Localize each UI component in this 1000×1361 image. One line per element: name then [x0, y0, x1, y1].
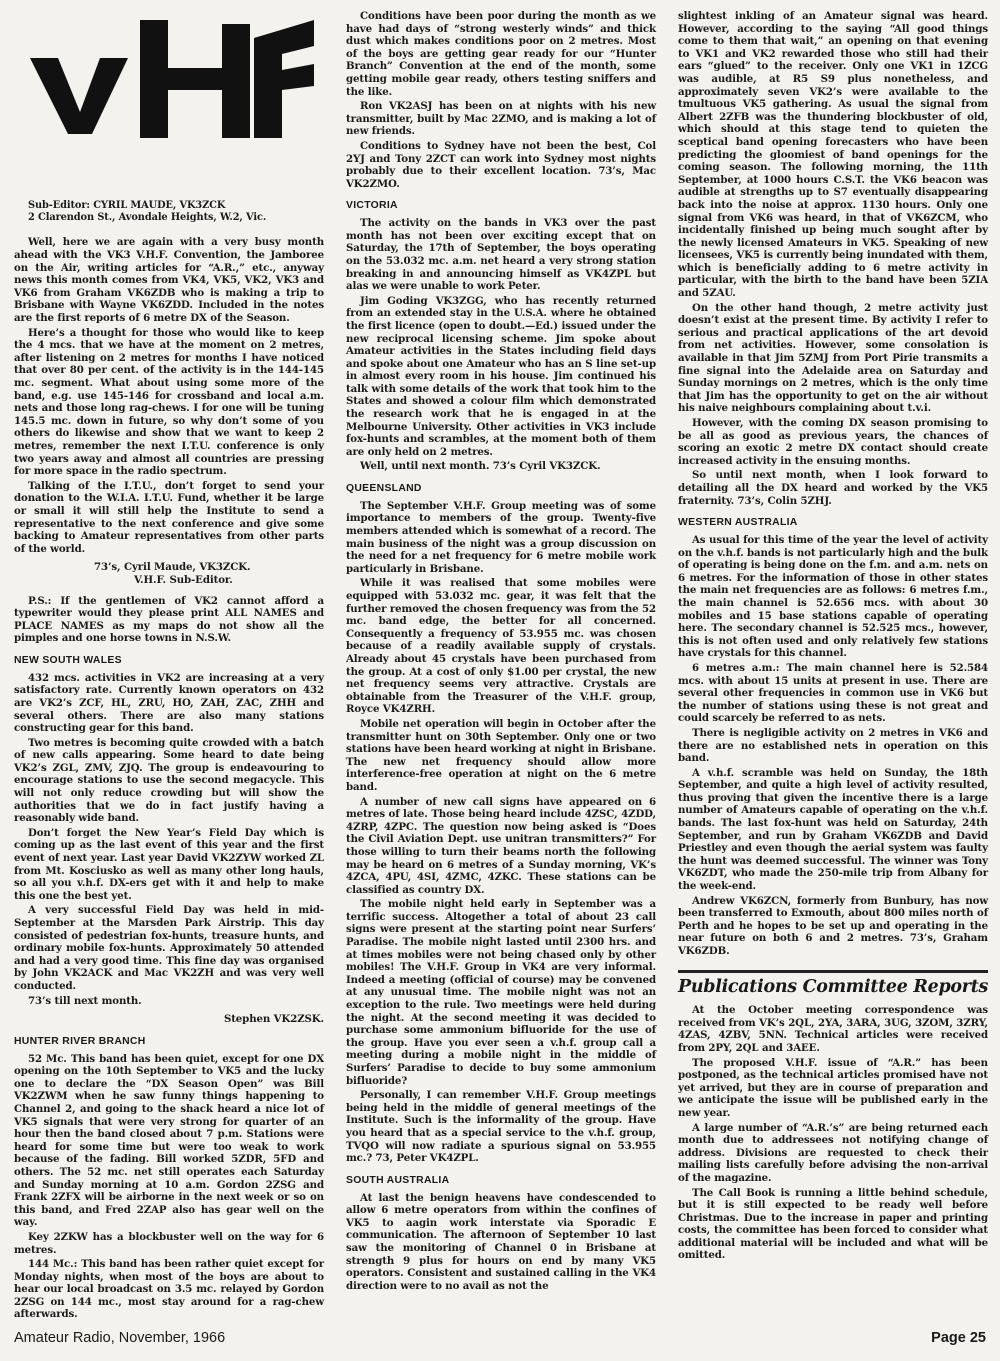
paragraph: Mobile net operation will begin in October after the transmitter hunt on 30th September. Only one or two stations have been heard working at night in Brisbane. The new net frequency should allow more interference-free operation at night on the 6 metre band. — [346, 717, 656, 793]
paragraph: Talking of the I.T.U., don’t forget to send your donation to the W.I.A. I.T.U. Fund, whether it be large or small it will still help the Institute to send a representative to the next conference and give some backing to Amateur representatives from other parts of the world. — [14, 479, 324, 555]
paragraph: Well, until next month. 73’s Cyril VK3ZCK. — [360, 460, 601, 473]
paragraph: Ron VK2ASJ has been on at nights with his new transmitter, built by Mac 2ZMO, and is making a lot of new friends. — [346, 100, 656, 138]
paragraph: A number of new call signs have appeared on 6 metres of late. Those being heard include 4ZSC, 4ZDD, 4ZRP, 4ZPC. The question now being asked is “Does the Civil Aviation Dept. use unitran transmitters?” For those willing to turn their beams north the following may be heard on 6 metres of a Sunday morning, VK’s 4ZCA, 4PU, 4SI, 4ZMC, 4ZKC. These stations can be classified as country DX. — [346, 795, 656, 896]
page-number: Page 25 — [931, 1330, 986, 1346]
paragraph: A v.h.f. scramble was held on Sunday, the 18th September, and quite a high level of activity resulted, thus proving that given the incentive there is a large number of Amateurs capable of operating on the v.h.f. bands. The last fox-hunt was held on Saturday, 24th September, and run by Graham VK6ZDB and David Priestley and even though the aerial system was faulty the hunt was deemed successful. The winner was Tony VK6ZDT, who made the 250-mile trip from Albany for the week-end. — [678, 766, 988, 893]
paragraph: Key 2ZKW has a blockbuster well on the way for 6 metres. — [14, 1230, 324, 1256]
paragraph: Two metres is becoming quite crowded with a batch of new calls appearing. Some heard to date being VK2’s ZGL, ZMV, ZJQ. The group is endeavouring to encourage stations to use the second megacycle. This will not only reduce crowding but will show the authorities that we do in fact justify having a reasonably wide band. — [14, 736, 324, 825]
section-heading-queensland: QUEENSLAND — [346, 483, 422, 495]
sub-editor-name: Sub-Editor: CYRIL MAUDE, VK3ZCK — [28, 200, 226, 211]
paragraph: The proposed V.H.F. issue of “A.R.” has been postponed, as the technical articles promised have not yet arrived, but they are in course of preparation and we anticipate the issue will be published early in the new year. — [678, 1056, 988, 1119]
paragraph: Jim Goding VK3ZGG, who has recently returned from an extended stay in the U.S.A. where he obtained the first licence (open to doubt.—Ed.) issued under the new reciprocal licensing scheme. Jim spoke about Amateur activities in the States including field days and spoke about one Amateur who has an S line set-up in almost every room in his house. Jim continued his talk with some details of the work that took him to the States and showed a colour film which demonstrated the research work that he is engaged in at the Melbourne University. Other activities in VK3 include fox-hunts and scrambles, at the moment both of them are only held on 2 metres. — [346, 294, 656, 458]
paragraph: There is negligible activity on 2 metres in VK6 and there are no established nets in operation on this band. — [678, 726, 988, 765]
sub-editor-block — [28, 200, 324, 224]
paragraph: Andrew VK6ZCN, formerly from Bunbury, has now been transferred to Exmouth, about 800 miles north of Perth and he hopes to be set up and operating in the near future on both 6 and 2 metres. 73’s, Graham VK6ZDB. — [678, 894, 988, 957]
postscript: P.S.: If the gentlemen of VK2 cannot afford a typewriter would they please print ALL NAMES and PLACE NAMES as my maps do not show all the pimples and one horse towns in N.S.W. — [14, 594, 324, 645]
paragraph: The Call Book is running a little behind schedule, but it is still expected to be ready well before Christmas. Due to the increase in paper and printing costs, the committee has been forced to consider what additional material will be included and what will be omitted. — [678, 1186, 988, 1262]
paragraph: On the other hand though, 2 metre activity just doesn’t exist at the present time. By activity I refer to serious and practical applications of the art devoid from net activities. However, some consolation is available in that Jim 5ZMJ from Port Pirie transmits a fine signal into the Adelaide area on Saturday and Sunday mornings on 2 metres, which is the only time that Jim has the opportunity to get on the air without his naive neighbours complaining about t.v.i. — [678, 301, 988, 415]
section-heading-western-australia: WESTERN AUSTRALIA — [678, 517, 798, 529]
paragraph — [14, 1053, 324, 1229]
paragraph: Conditions have been poor during the month as we have had days of “strong westerly winds” and thick dust which makes conditions poor on 2 metres. Most of the boys are getting gear ready for our “Hunter Branch” Convention at the end of the month, some getting mobile gear ready, others testing sniffers and the like. — [346, 10, 656, 98]
paragraph: A very successful Field Day was held in mid-September at the Marsden Park Airstrip. This day consisted of pedestrian fox-hunts, treasure hunts, and ordinary mobile fox-hunts. Approximately 50 attended and had a very good time. This fine day was organised by John VK2ACK and Mac VK2ZH and was very well conducted. — [14, 904, 324, 992]
paragraph: The activity on the bands in VK3 over the past month has not been over exciting except that on Saturday, the 17th of September, the boys operating on the 53.032 mc. a.m. net heard a very strong station breaking in and announcing himself as VK4ZPL but alas we were unable to work Peter. — [346, 217, 656, 293]
paragraph — [14, 1258, 324, 1321]
paragraph: Here’s a thought for those who would like to keep the 4 mcs. that we have at the moment on 2 metres, after listening on 2 metres for months I have noticed that over 80 per cent. of the activity is in the 144-145 mc. segment. What about using some more of the band, e.g. use 145-146 for crossband and local a.m. nets and those long rag-chews. I for one will be tuning 145.5 mc. down in future, so why don’t some of you others do likewise and show that we want to keep 2 metres, remember the next I.T.U. conference is only two years away and almost all countries are pressing for more space in the radio spectrum. — [14, 326, 324, 478]
publications-committee-heading: Publications Committee Reports — [678, 970, 988, 999]
paragraph: Conditions to Sydney have not been the best, Col 2YJ and Tony 2ZCT can work into Sydney most nights probably due to their excellent location. 73’s, Mac VK2ZMO. — [346, 139, 656, 190]
section-heading-hunter: HUNTER RIVER BRANCH — [14, 1035, 146, 1047]
paragraph: The September V.H.F. Group meeting was of some importance to members of the group. Twenty-five members attended which is somewhat of a record. The main business of the night was a group discussion on the need for a net frequency for 6 metre mobile work particularly in Brisbane. — [346, 499, 656, 575]
column-2 — [346, 10, 656, 1310]
vhf-logo — [14, 10, 324, 200]
paragraph: Personally, I can remember V.H.F. Group meetings being held in the middle of general meetings of the Institute. Such is the informality of the group. Have you heard that as a special service to the v.h.f. group, TVQO will now radiate a spurious signal on 53.955 mc.? 73, Peter VK4ZPL. — [346, 1089, 656, 1165]
paragraph: While it was realised that some mobiles were equipped with 53.032 mc. gear, it was felt that the further removed the chosen frequency was from the 52 mc. band edge, the better for all concerned. Consequently a frequency of 53.955 mc. was chosen because of a readily available supply of crystals. Already about 45 crystals have been purchased from the group. At a cost of only $1.00 per crystal, the new net frequency seems very attractive. Crystals are obtainable from the Treasurer of the V.H.F. group, Royce VK4ZRH. — [346, 577, 656, 716]
section-heading-south-australia: SOUTH AUSTRALIA — [346, 1174, 450, 1186]
paragraph: Don’t forget the New Year’s Field Day which is coming up as the last event of this year and the first event of next year. Last year David VK2ZYW worked ZL from Mt. Kosciusko as well as many other long hauls, so all you v.h.f. DX-ers get with it and help to make this one the best yet. — [14, 826, 324, 902]
vhf-logo-graphic — [24, 20, 314, 140]
publication-date: Amateur Radio, November, 1966 — [14, 1330, 226, 1346]
column-3 — [678, 10, 988, 1310]
sub-editor-address: 2 Clarendon St., Avondale Heights, W.2, Vic. — [28, 212, 267, 224]
paragraph: The mobile night held early in September was a terrific success. Altogether a total of about 23 call signs were present at the starting point near Surfers’ Paradise. The mobile night lasted until 2300 hrs. and at times mobiles were not being chased only by other mobiles! The V.H.F. Group in VK4 are very informal. Indeed a meeting (official of course) may be convened at any unusual time. The mobile night was not an exception to the rule. Two meetings were held during the night. At the second meeting it was decided to purchase some ammonium bifluoride for the use of the group. Have you ever seen a v.h.f. group call a meeting during a mobile night in the middle of Surfers’ Paradise to decide to buy some ammonium bifluoride? — [346, 898, 656, 1087]
paragraph: Well, here we are again with a very busy month ahead with the VK3 V.H.F. Convention, the Jamboree on the Air, writing articles for “A.R.,” etc., anyway news this month comes from VK4, VK5, VK2, VK3 and VK6 from Graham VK6ZDB who is making a trip to Brisbane with Wayne VK6ZDD. Included in the notes are the first reports of 6 metre DX of the Season. — [14, 236, 324, 325]
section-heading-victoria: VICTORIA — [346, 200, 398, 212]
page-footer — [14, 1330, 986, 1354]
paragraph: At the October meeting correspondence was received from VK’s 2QL, 2YA, 3ARA, 3UG, 3ZOM, 3ZRY, 4ZAS, 4ZBV, 5NN. Technical articles were received from 2PY, 2QL and 3AEE. — [678, 1004, 988, 1054]
paragraph: 73’s till next month. — [28, 994, 142, 1007]
paragraph-text: This band has been quiet, except for one DX opening on the 10th September to VK5 and the lucky one to declare the “DX Season Open” was Bill VK2ZWM when he saw funny things happening to Channel 2, and going to the shack heard a nice lot of VK5 signals that were very strong for quarter of an hour then the band closed about 7 p.m. Stations were heard for some time but were too weak to work because of the fading. Bill worked 5ZDR, 5FD and others. The 52 mc. net still operates each Saturday and Sunday morning at 10 a.m. Gordon 2ZSG and Frank 2ZFX will be airborne in the next week or so on this band, and Fred 2ZAP also has gear well on the way. — [14, 1052, 324, 1229]
paragraph: slightest inkling of an Amateur signal was heard. However, according to the saying “All good things come to them that wait,” an opening on that evening to VK1 and VK2 rewarded those who still had their ears “glued” to the receiver. Only one VK1 in 1ZCG was audible, at R5 S9 plus nonetheless, and approximately seven VK2’s were available to the tmultuous VK5 gathering. As usual the signal from Albert 2ZFB was the thundering blockbuster of old, which should at this stage tend to quieten the sceptical band opening forecasters who have been predicting the gloomiest of band openings for the coming season. The following morning, the 11th September, at 1000 hours C.S.T. the VK6 beacon was audible at strengths up to S7 eventually disappearing back into the noise at approx. 1130 hours. Only one signal from VK6 was heard, in that of VK6ZCM, who incidentally finished up being much sought after by the newly licensed Amateurs in VK5. Speaking of new licensees, VK5 is currently being inundated with them, which is beneficially adding to 6 metre activity in particular, with the birth to the band have been 5ZIA and 5ZAU. — [678, 10, 988, 300]
paragraph: However, with the coming DX season promising to be all as good as previous years, the chances of scoring an exotic 2 metre DX contact should create increased activity in the ensuing months. — [678, 417, 988, 467]
signature-title: V.H.F. Sub-Editor. — [134, 573, 233, 586]
paragraph: 6 metres a.m.: The main channel here is 52.584 mcs. with about 15 units at present in use. There are several other frequencies in common use in VK6 but the number of stations using these is not great and could scarcely be referred to as nets. — [678, 661, 988, 725]
inline-heading: 144 Mc.: — [28, 1258, 78, 1271]
paragraph: 432 mcs. activities in VK2 are increasing at a very satisfactory rate. Currently known operators on 432 are VK2’s ZCF, HL, ZRU, HO, ZAH, ZAC, ZHH and several others. There are also many stations constructing gear for this band. — [14, 671, 324, 735]
column-1 — [14, 10, 324, 1321]
signature: Stephen VK2ZSK. — [223, 1013, 324, 1026]
paragraph: A large number of “A.R.’s” are being returned each month due to addressees not notifying change of address. Divisions are requested to check their mailing lists carefully before advising the non-arrival of the magazine. — [678, 1121, 988, 1184]
paragraph: So until next month, when I look forward to detailing all the DX heard and worked by the VK5 fraternity. 73’s, Colin 5ZHJ. — [678, 469, 988, 507]
paragraph: As usual for this time of the year the level of activity on the v.h.f. bands is not particularly high and the bulk of operating is being done on the f.m. and a.m. nets on 6 metres. For the information of those in other states the main net frequencies are as follows: 6 metres f.m., the main channel is 52.656 mcs. with about 30 mobiles and 15 base stations capable of operating here. The secondary channel is 52.525 mcs., however, this is not often used and only relatively few stations have crystals for this channel. — [678, 534, 988, 660]
inline-heading: 52 Mc. — [28, 1052, 67, 1065]
section-heading-nsw: NEW SOUTH WALES — [14, 654, 122, 666]
paragraph-text: This band has been rather quiet except for Monday nights, when most of the boys are about to hear our local broadcast on 3.5 mc. relayed by Gordon 2ZSG on 144 mc., most stay around for a rag-chew afterwards. — [14, 1258, 324, 1321]
signature: 73’s, Cyril Maude, VK3ZCK. — [94, 561, 251, 574]
paragraph: At last the benign heavens have condescended to allow 6 metre operators from within the confines of VK5 to aagin work interstate via Sporadic E communication. The afternoon of September 10 last saw the monitoring of Channel 0 in Brisbane at strength 9 plus for hours on end by many VK5 operators. Consistent and sustained calling in the VK4 direction were to no avail as not the — [346, 1191, 656, 1292]
